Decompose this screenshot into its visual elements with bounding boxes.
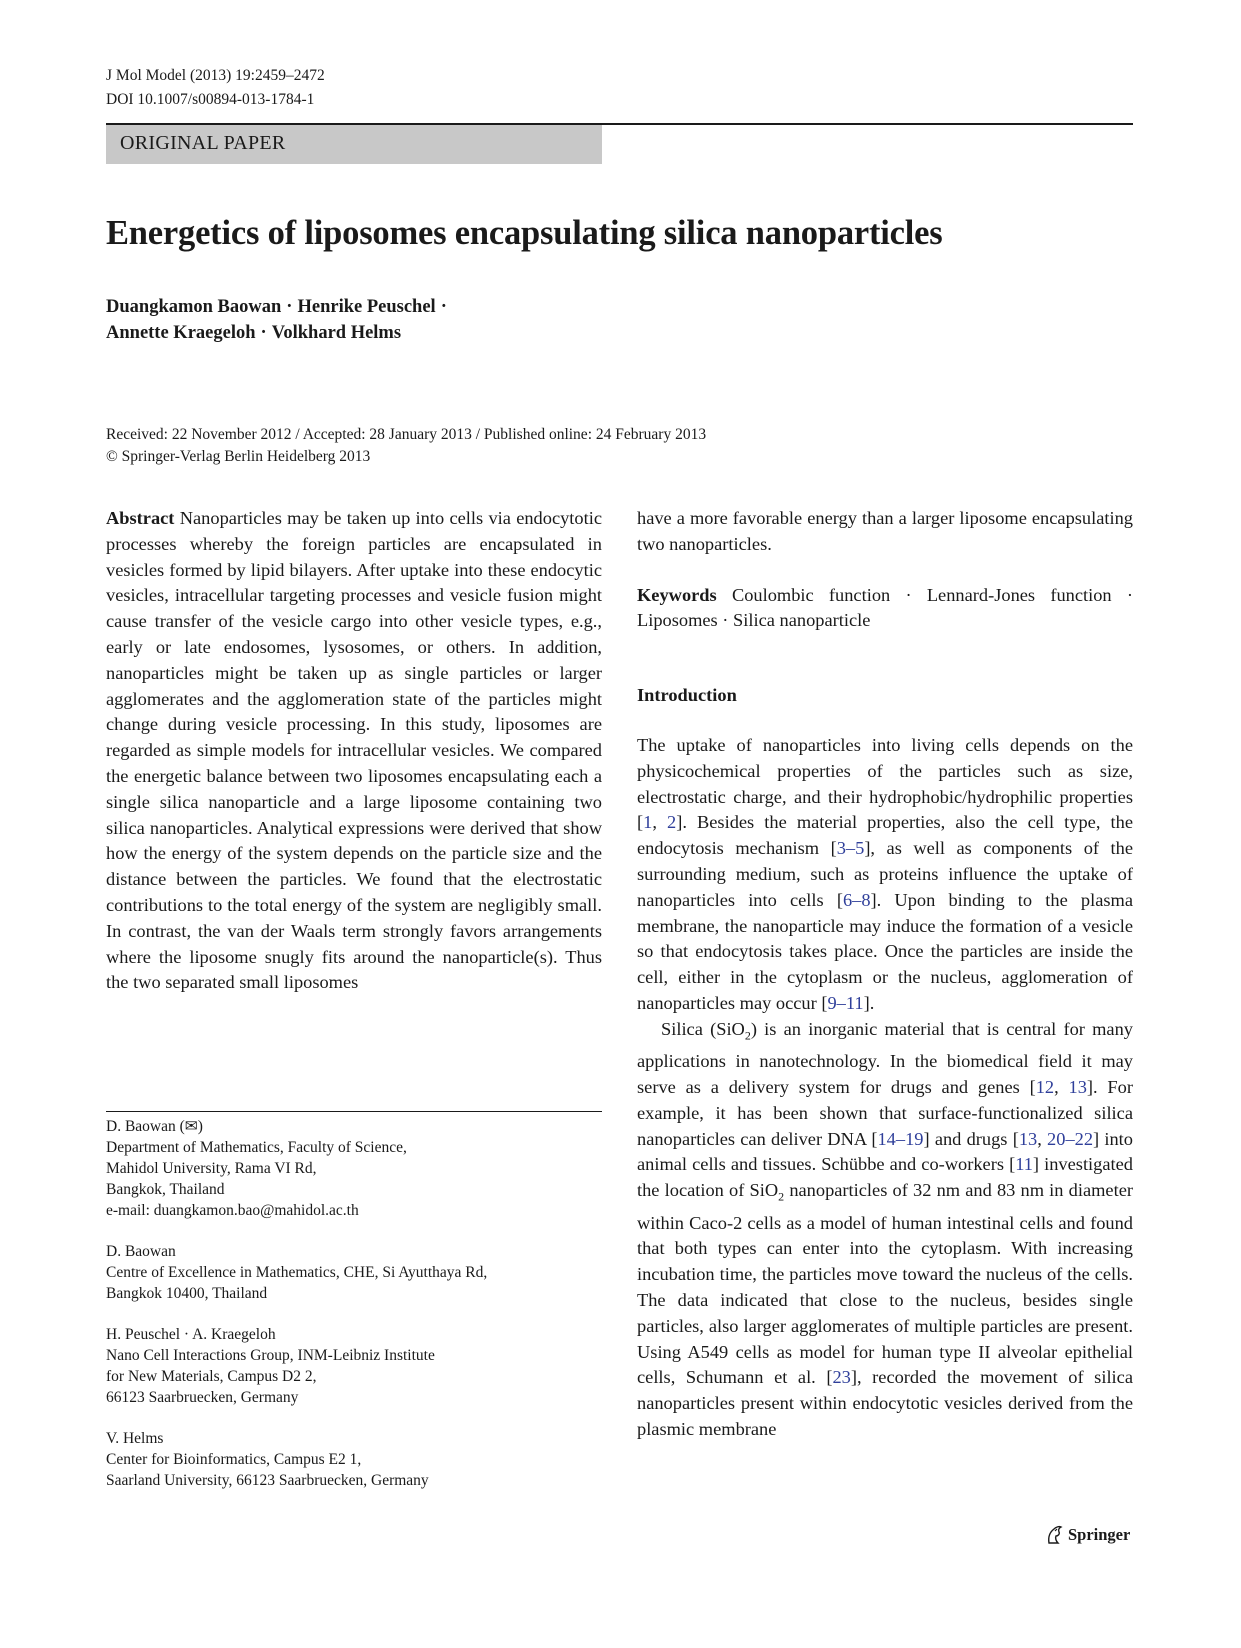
citation-link[interactable]: 6–8 bbox=[842, 889, 871, 910]
affiliation-line: Bangkok 10400, Thailand bbox=[106, 1285, 268, 1302]
affiliation-line: Nano Cell Interactions Group, INM-Leibniz Institute bbox=[106, 1347, 435, 1364]
affiliation-block bbox=[106, 1428, 602, 1491]
author-list bbox=[106, 294, 452, 346]
author-separator: · bbox=[286, 297, 293, 317]
affiliation-name: D. Baowan bbox=[106, 1243, 176, 1260]
citation-link[interactable]: 23 bbox=[832, 1367, 851, 1388]
abstract bbox=[106, 506, 602, 996]
affiliation-rule bbox=[106, 1111, 602, 1112]
keywords bbox=[637, 583, 1133, 635]
introduction-paragraph: The uptake of nanoparticles into living cells depends on the physicochemical properties of the particles such as size, electrostatic charge, and their hydrophobic/hydrophilic properties [1, 2]. Besides the material properties, also the cell type, the endocytosis mechanism [3–5], as well as components of the surrounding medium, such as proteins influence the uptake of nanoparticles into cells [6–8]. Upon binding to the plasma membrane, the nanoparticle may induce the formation of a vesicle so that endocytosis takes place. Once the particles are inside the cell, either in the cytoplasm or the nucleus, agglomeration of nanoparticles may occur [9–11]. bbox=[637, 734, 1133, 1013]
citation-link[interactable]: 1 bbox=[643, 812, 653, 833]
citation-link[interactable]: 13 bbox=[1018, 1128, 1038, 1149]
citation-link[interactable]: 3–5 bbox=[836, 838, 865, 859]
affiliation-line: Saarland University, 66123 Saarbruecken, Germany bbox=[106, 1472, 429, 1489]
journal-citation bbox=[106, 64, 325, 112]
right-column bbox=[637, 506, 1133, 1443]
citation-link[interactable]: 2 bbox=[667, 812, 677, 833]
affiliation-name: H. Peuschel · A. Kraegeloh bbox=[106, 1326, 276, 1343]
affiliation-line: Mahidol University, Rama VI Rd, bbox=[106, 1160, 317, 1177]
author-name: Annette Kraegeloh bbox=[106, 323, 256, 343]
affiliation-block bbox=[106, 1324, 602, 1408]
author-separator: · bbox=[440, 297, 447, 317]
abstract-continuation: have a more favorable energy than a larger liposome encapsulating two nanoparticles. bbox=[637, 508, 1133, 554]
citation-link[interactable]: 11 bbox=[1015, 1154, 1033, 1175]
journal-line: J Mol Model (2013) 19:2459–2472 bbox=[106, 67, 325, 84]
affiliation-line: Centre of Excellence in Mathematics, CHE, Si Ayutthaya Rd, bbox=[106, 1264, 488, 1281]
abstract-label: Abstract bbox=[106, 508, 175, 528]
citation-link[interactable]: 14–19 bbox=[877, 1128, 924, 1149]
abstract-text: Nanoparticles may be taken up into cells via endocytotic processes whereby the foreign particles are encapsulated in vesicles formed by lipid bilayers. After uptake into these endocytic vesicles, intracellular targeting processes and vesicle fusion might cause transfer of the vesicle cargo into other vesicle types, e.g., early or late endosomes, lysosomes, or others. In addition, nanoparticles might be taken up as single particles or larger agglomerates and the agglomeration state of the particles might change during vesicle processing. In this study, liposomes are regarded as simple models for intracellular vesicles. We compared the energetic balance between two liposomes encapsulating each a single silica nanoparticle and a large liposome containing two silica nanoparticles. Analytical expressions were derived that show how the energy of the system depends on the particle size and the distance between the particles. We found that the electrostatic contributions to the total energy of the system are negligibly small. In contrast, the van der Waals term strongly favors arrangements where the liposome snugly fits around the nanoparticle(s). Thus the two separated small liposomes bbox=[106, 508, 602, 993]
affiliation-line: Center for Bioinformatics, Campus E2 1, bbox=[106, 1451, 362, 1468]
affiliation-line: Bangkok, Thailand bbox=[106, 1181, 225, 1198]
citation-link[interactable]: 20–22 bbox=[1047, 1128, 1094, 1149]
author-name: Henrike Peuschel bbox=[297, 297, 436, 317]
author-name: Volkhard Helms bbox=[271, 323, 402, 343]
author-separator: · bbox=[260, 323, 267, 343]
citation-link[interactable]: 9–11 bbox=[827, 992, 864, 1013]
dates-line: Received: 22 November 2012 / Accepted: 28 January 2013 / Published online: 24 February 2013 bbox=[106, 426, 707, 443]
abstract-column bbox=[106, 506, 602, 996]
affiliation-line: Department of Mathematics, Faculty of Science, bbox=[106, 1139, 407, 1156]
subscript: 2 bbox=[778, 1189, 785, 1204]
section-badge-label: ORIGINAL PAPER bbox=[120, 132, 286, 154]
subscript: 2 bbox=[744, 1028, 751, 1043]
author-name: Duangkamon Baowan bbox=[106, 297, 282, 317]
citation-link[interactable]: 13 bbox=[1068, 1077, 1087, 1098]
affiliation-line: for New Materials, Campus D2 2, bbox=[106, 1368, 317, 1385]
affiliation-line: 66123 Saarbruecken, Germany bbox=[106, 1389, 299, 1406]
springer-logo bbox=[1046, 1525, 1130, 1545]
affiliation-name: V. Helms bbox=[106, 1430, 164, 1447]
keywords-text: Coulombic function · Lennard-Jones function · Liposomes · Silica nanoparticle bbox=[637, 584, 1133, 631]
citation-link[interactable]: 12 bbox=[1035, 1077, 1055, 1098]
doi-line: DOI 10.1007/s00894-013-1784-1 bbox=[106, 91, 315, 108]
springer-horse-icon bbox=[1046, 1525, 1064, 1545]
paper-title: Energetics of liposomes encapsulating silica nanoparticles bbox=[106, 214, 943, 252]
affiliation-block bbox=[106, 1116, 602, 1221]
keywords-label: Keywords bbox=[637, 584, 717, 605]
affiliation-line: e-mail: duangkamon.bao@mahidol.ac.th bbox=[106, 1202, 359, 1219]
affiliation-name: D. Baowan (✉) bbox=[106, 1118, 203, 1135]
introduction-paragraph: Silica (SiO$_2$) is an inorganic material that is central for many applications in nanotechnology. In the biomedical field it may serve as a delivery system for drugs and genes [12, 13]. For example, it has been shown that surface-functionalized silica nanoparticles can deliver DNA [14–19] and drugs [13, 20–22] into animal cells and tissues. Schübbe and co-workers [11] investigated the location of SiO$_2$ nanoparticles of 32 nm and 83 nm in diameter within Caco-2 cells as a model of human intestinal cells and found that both types can enter into the cytoplasm. With increasing incubation time, the particles move toward the nucleus of the cells. The data indicated that close to the nucleus, besides single particles, also larger agglomerates of multiple particles are present. Using A549 cells as model for human type II alveolar epithelial cells, Schumann et al. [23], recorded the movement of silica nanoparticles present within endocytotic vesicles derived from the plasmic membrane bbox=[637, 1018, 1133, 1440]
introduction-heading: Introduction bbox=[637, 685, 737, 706]
springer-label: Springer bbox=[1068, 1525, 1131, 1544]
section-badge bbox=[106, 125, 602, 164]
publication-dates bbox=[106, 424, 706, 468]
affiliation-block bbox=[106, 1241, 602, 1304]
affiliations bbox=[106, 1116, 602, 1511]
copyright-line: © Springer-Verlag Berlin Heidelberg 2013 bbox=[106, 448, 371, 465]
